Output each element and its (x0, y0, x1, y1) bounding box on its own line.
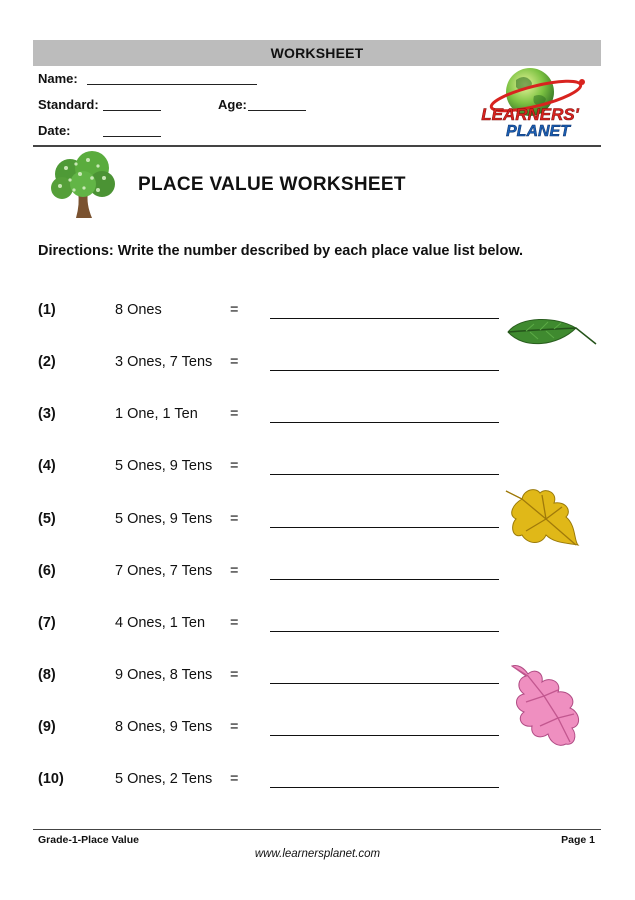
answer-line[interactable] (270, 474, 499, 475)
page-title: PLACE VALUE WORKSHEET (138, 174, 406, 195)
question-description: 3 Ones, 7 Tens (115, 354, 213, 370)
footer-divider (33, 829, 601, 830)
header-divider (33, 145, 601, 147)
learners-planet-logo (464, 66, 596, 142)
question-row (38, 667, 508, 689)
question-description: 5 Ones, 2 Tens (115, 771, 213, 787)
answer-line[interactable] (270, 370, 499, 371)
footer-page-number: Page 1 (561, 834, 595, 846)
question-number: (8) (38, 667, 56, 683)
answer-line[interactable] (270, 787, 499, 788)
equals-sign: = (230, 302, 239, 318)
question-description: 7 Ones, 7 Tens (115, 563, 213, 579)
question-number: (1) (38, 302, 56, 318)
question-row (38, 771, 508, 793)
answer-line[interactable] (270, 318, 499, 319)
question-description: 5 Ones, 9 Tens (115, 511, 213, 527)
answer-line[interactable] (270, 735, 499, 736)
answer-line[interactable] (270, 631, 499, 632)
answer-line[interactable] (270, 579, 499, 580)
name-line[interactable] (87, 84, 257, 85)
age-line[interactable] (248, 110, 306, 111)
pink-leaf-icon (508, 662, 588, 753)
question-number: (3) (38, 406, 56, 422)
age-label: Age: (218, 97, 247, 112)
equals-sign: = (230, 667, 239, 683)
equals-sign: = (230, 615, 239, 631)
question-number: (4) (38, 458, 56, 474)
equals-sign: = (230, 354, 239, 370)
question-row (38, 458, 508, 480)
question-row (38, 563, 508, 585)
question-number: (10) (38, 771, 64, 787)
equals-sign: = (230, 511, 239, 527)
answer-line[interactable] (270, 527, 499, 528)
equals-sign: = (230, 563, 239, 579)
tree-icon (46, 148, 120, 222)
answer-line[interactable] (270, 422, 499, 423)
footer-website-link[interactable]: www.learnersplanet.com (254, 848, 381, 860)
question-description: 8 Ones (115, 302, 162, 318)
svg-text:LEARNERS': LEARNERS' (481, 105, 579, 124)
equals-sign: = (230, 771, 239, 787)
question-row (38, 719, 508, 741)
date-label: Date: (38, 123, 71, 138)
name-label: Name: (38, 71, 78, 86)
question-row (38, 354, 508, 376)
question-row (38, 302, 508, 324)
question-description: 1 One, 1 Ten (115, 406, 198, 422)
equals-sign: = (230, 458, 239, 474)
equals-sign: = (230, 406, 239, 422)
question-number: (7) (38, 615, 56, 631)
question-row (38, 406, 508, 428)
answer-line[interactable] (270, 683, 499, 684)
green-leaf-icon (506, 314, 598, 357)
yellow-leaf-icon (502, 485, 580, 554)
equals-sign: = (230, 719, 239, 735)
question-row (38, 615, 508, 637)
question-description: 9 Ones, 8 Tens (115, 667, 213, 683)
svg-text:PLANET: PLANET (506, 123, 570, 140)
directions-text: Directions: Write the number described by each place value list below. (38, 243, 524, 259)
question-description: 5 Ones, 9 Tens (115, 458, 213, 474)
worksheet-banner: WORKSHEET (33, 40, 601, 66)
question-number: (2) (38, 354, 56, 370)
question-number: (6) (38, 563, 56, 579)
footer-grade-label: Grade-1-Place Value (38, 834, 139, 846)
standard-label: Standard: (38, 97, 99, 112)
question-description: 4 Ones, 1 Ten (115, 615, 206, 631)
question-row (38, 511, 508, 533)
standard-line[interactable] (103, 110, 161, 111)
question-number: (5) (38, 511, 56, 527)
question-description: 8 Ones, 9 Tens (115, 719, 213, 735)
date-line[interactable] (103, 136, 161, 137)
question-number: (9) (38, 719, 56, 735)
